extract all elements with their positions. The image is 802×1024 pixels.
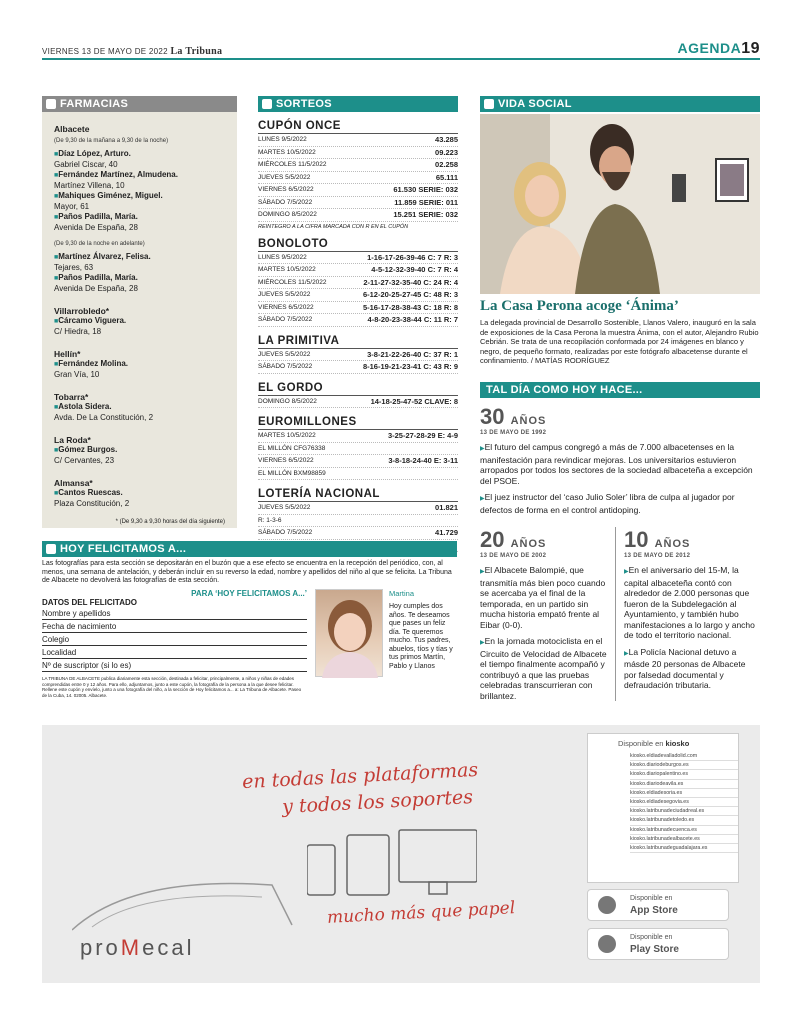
form-subtitle: DATOS DEL FELICITADO xyxy=(42,598,137,607)
kiosko-site-link[interactable]: kiosko.latribunadeguadalajara.es xyxy=(630,844,738,853)
draw-result: 61.530 SERIE: 032 xyxy=(393,185,458,194)
schedule-note: (De 9,30 de la mañana a 9,30 de la noche) xyxy=(54,138,169,144)
game-title: LOTERÍA NACIONAL xyxy=(258,488,458,502)
camera-icon xyxy=(484,99,494,109)
draw-date: JUEVES 5/5/2022 xyxy=(258,350,311,358)
section-title: AGENDA19 xyxy=(677,40,760,57)
date-2002: 13 DE MAYO DE 2002 xyxy=(480,553,547,559)
kiosko-site-link[interactable]: kiosko.latribunadeciudadreal.es xyxy=(630,807,738,816)
draw-date: SÁBADO 7/5/2022 xyxy=(258,316,313,323)
draw-result: 3-25-27-28-29 E: 4-9 xyxy=(387,431,458,440)
date-1992: 13 DE MAYO DE 1992 xyxy=(480,430,547,436)
felicitamos-intro: Las fotografías para esta sección se depositarán en el buzón que a ese efecto se encuentra en la recepción del periódico, con, al menos, una semana de antelación, y deberán incluir en su reverso la edad, nombre y apellidos del niño al que se felicita. La Tribuna de Albacete no devolverá las fotografías de esta sección. xyxy=(42,560,452,584)
draw-note: REINTEGRO A LA CIFRA MARCADA CON R EN EL CUPÓN xyxy=(258,223,409,230)
app-store-label-2: App Store xyxy=(630,905,678,916)
years-ago-10: 10 AÑOS xyxy=(624,527,691,552)
promecal-ad xyxy=(42,725,760,983)
kiosko-site-link[interactable]: kiosko.eldiadesoria.es xyxy=(630,789,738,798)
child-message: Hoy cumples dos años. Te deseamos que pases un feliz día. Te queremos mucho. Tus padres, abuelos, tíos y tías y tus primos Martín, Pablo y Llanos xyxy=(389,603,453,670)
history-item: ▶ La Policía Nacional detuvo a másde 20 personas de Albacete por falsedad documental y defraudación tributaria. xyxy=(624,647,760,691)
ad-slogan-3: mucho más que papel xyxy=(326,898,516,928)
sorteos-box xyxy=(258,96,458,552)
building-logo xyxy=(72,865,302,935)
draw-date: VIERNES 6/5/2022 xyxy=(258,186,314,193)
kiosko-site-link[interactable]: kiosko.diariopalentino.es xyxy=(630,770,738,779)
years-ago-10-column xyxy=(624,527,760,701)
cake-icon xyxy=(46,544,56,554)
draw-row xyxy=(258,430,458,443)
draw-result: 5-16-17-28-38-43 C: 18 R: 8 xyxy=(362,302,458,312)
vida-social-header: VIDA SOCIAL xyxy=(480,96,760,112)
form-field[interactable]: Colegio xyxy=(42,633,307,646)
ad-slogan-2: y todos los soportes xyxy=(281,786,474,818)
draw-date: DOMINGO 8/5/2022 xyxy=(258,397,317,405)
header-date: VIERNES 13 DE MAYO DE 2022 La Tribuna xyxy=(42,46,223,57)
game-title: BONOLOTO xyxy=(258,238,458,252)
draw-date: MARTES 10/5/2022 xyxy=(258,432,316,439)
draw-row xyxy=(258,197,458,210)
draw-date: MIÉRCOLES 11/5/2022 xyxy=(258,278,327,286)
draw-row xyxy=(258,264,458,277)
kiosko-site-link[interactable]: kiosko.diariodeburgos.es xyxy=(630,761,738,770)
city-name: Villarrobledo* xyxy=(54,306,110,316)
draw-row xyxy=(258,147,458,160)
draw-row xyxy=(258,184,458,197)
date-2012: 13 DE MAYO DE 2012 xyxy=(624,553,691,559)
pharmacy-name: ■ Astola Sidera. xyxy=(54,402,229,413)
draw-row xyxy=(258,349,458,362)
cross-icon xyxy=(46,99,56,109)
kiosko-site-link[interactable]: kiosko.eldiadesegovia.es xyxy=(630,798,738,807)
city-name: Hellín* xyxy=(54,349,81,359)
pharmacy-name: ■ Paños Padilla, María. xyxy=(54,212,229,223)
felicitamos-header: HOY FELICITAMOS A... xyxy=(42,541,457,557)
child-name: Martina xyxy=(389,589,415,598)
draw-date: MIÉRCOLES 11/5/2022 xyxy=(258,161,327,168)
apple-icon xyxy=(598,896,616,914)
draw-result: 3-8-21-22-26-40 C: 37 R: 1 xyxy=(367,349,458,359)
kiosko-site-link[interactable]: kiosko.latribunadetoledo.es xyxy=(630,816,738,825)
game-title: CUPÓN ONCE xyxy=(258,120,458,134)
photo-caption: La delegada provincial de Desarrollo Sostenible, Llanos Valero, inauguró en la sala de exposiciones de la Casa Perona la muestra Ánima, con el autor, Alejandro Rubio Cebrián. Se trata de una recopilación conformada por 24 imágenes en blanco y negro, de pequeño formato, realizadas por este fotógrafo albacetense durante el confinamiento. / MATÍAS RODRÍGUEZ xyxy=(480,318,759,365)
play-store-label-1: Disponible en xyxy=(630,934,673,941)
pharmacy-address: Avda. De La Constitución, 2 xyxy=(54,413,154,422)
draw-date: MARTES 10/5/2022 xyxy=(258,148,316,156)
sorteos-header: SORTEOS xyxy=(258,96,458,112)
draw-row xyxy=(258,277,458,290)
ticket-icon xyxy=(262,99,272,109)
pharmacy-address: Avenida De España, 28 xyxy=(54,223,138,232)
child-photo xyxy=(315,589,383,677)
form-field[interactable]: Nº de suscriptor (si lo es) xyxy=(42,659,307,672)
history-item: ▶ El Albacete Balompié, que transmitía más bien poco cuando se acercaba ya el final de la temporada, en un partido sin mucha historia empató frente al Eibar (0-0). xyxy=(480,565,609,630)
draw-row xyxy=(258,289,458,302)
devices-icon xyxy=(307,825,477,905)
draw-date: DOMINGO 8/5/2022 xyxy=(258,211,317,218)
pharmacy-name: ■ Paños Padilla, María. xyxy=(54,273,229,284)
kiosko-site-link[interactable]: kiosko.latribunadecuenca.es xyxy=(630,826,738,835)
draw-row xyxy=(258,443,458,456)
draw-result: 11.859 SERIE: 011 xyxy=(394,197,458,207)
draw-result: 41.729 xyxy=(435,528,458,537)
pharmacy-name: ■ Gómez Burgos. xyxy=(54,445,229,456)
tal-dia-box xyxy=(480,382,760,701)
draw-row xyxy=(258,159,458,172)
draw-date: JUEVES 5/5/2022 xyxy=(258,504,311,511)
draw-row xyxy=(258,172,458,185)
pharmacy-name: ■ Fernández Molina. xyxy=(54,359,229,370)
pharmacy-name: ■ Cantos Ruescas. xyxy=(54,488,229,499)
years-ago-20: 20 AÑOS xyxy=(480,527,547,552)
draw-result: 15.251 SERIE: 032 xyxy=(393,210,458,219)
tal-dia-header: TAL DÍA COMO HOY HACE... xyxy=(480,382,760,398)
draw-row xyxy=(258,209,458,222)
history-item: ▶ El juez instructor del ‘caso Julio Soler’ libra de culpa al jugador por defectos de forma en el control antidoping. xyxy=(480,492,760,515)
felicitamos-box xyxy=(42,541,457,711)
pharmacy-name: ■ Díaz López, Arturo. xyxy=(54,149,229,160)
game-title: EL GORDO xyxy=(258,382,458,396)
android-icon xyxy=(598,935,616,953)
draw-row xyxy=(258,455,458,468)
pharmacy-address: Mayor, 61 xyxy=(54,202,90,211)
pharmacy-address: Avenida De España, 28 xyxy=(54,284,138,293)
years-ago-30: 30 AÑOS xyxy=(480,404,547,429)
draw-result: 09.223 xyxy=(435,147,458,157)
draw-date: SÁBADO 7/5/2022 xyxy=(258,529,313,536)
draw-result: 1-16-17-26-39-46 C: 7 R: 3 xyxy=(367,252,458,262)
draw-row xyxy=(258,502,458,515)
pharmacy-name: ■ Martínez Álvarez, Felisa. xyxy=(54,252,229,263)
kiosko-panel xyxy=(587,733,739,883)
draw-result: 43.285 xyxy=(435,135,458,144)
draw-row xyxy=(258,252,458,265)
farmacias-header: FARMACIAS xyxy=(42,96,237,112)
draw-result: 02.258 xyxy=(435,160,458,169)
play-store-label-2: Play Store xyxy=(630,944,679,955)
draw-row xyxy=(258,527,458,540)
form-legal: LA TRIBUNA DE ALBACETE publica diariamente esta sección, destinada a felicitar, principalmente, a niños y niñas de edades comprendidas entre 0 y 12 años. Para ello, adjuntamos, junto a este cupón, la fotografía de la persona a la que desee felicitar. Rellene este cupón y envíelo, junto a una fotografía del niño, a la sección de Hoy felicitamos a... a: La Tribuna de Albacete. Paseo de la Cuba, 14. 02005. Albacete. xyxy=(42,676,302,698)
kiosko-site-link[interactable]: kiosko.diariodeavila.es xyxy=(630,780,738,789)
draw-date: EL MILLÓN CFG76338 xyxy=(258,444,326,452)
draw-date: MARTES 10/5/2022 xyxy=(258,266,316,273)
draw-result: 14-18-25-47-52 CLAVE: 8 xyxy=(370,396,458,406)
pharmacy-name: ■ Mahiques Giménez, Miguel. xyxy=(54,191,229,202)
farmacias-box xyxy=(42,96,237,528)
history-item: ▶ En el aniversario del 15-M, la capital albaceteña contó con alrededor de 2.000 personas que fueron de la Subdelegación al Ayuntamiento, y también hubo manifestaciones a lo largo y ancho de todo el territorio nacional. xyxy=(624,565,760,641)
draw-row xyxy=(258,314,458,327)
history-item: ▶ En la jornada motociclista en el Circuito de Velocidad de Albacete el tiempo finalmente acompañó y contribuyó a que las pruebas celebradas transcurrieran con brillantez. xyxy=(480,636,609,701)
app-store-label-1: Disponible en xyxy=(630,895,673,902)
pharmacy-name: ■ Fernández Martínez, Almudena. xyxy=(54,170,229,181)
draw-date: SÁBADO 7/5/2022 xyxy=(258,198,313,206)
form-field[interactable]: Localidad xyxy=(42,646,307,659)
paper-name: La Tribuna xyxy=(170,46,223,57)
game-title: LA PRIMITIVA xyxy=(258,335,458,349)
draw-row xyxy=(258,302,458,315)
felicitamos-form xyxy=(42,589,307,698)
kiosko-site-link[interactable]: kiosko.latribunadealbacete.es xyxy=(630,835,738,844)
pharmacy-address: C/ Cervantes, 23 xyxy=(54,456,115,465)
form-title: PARA ‘HOY FELICITAMOS A...’ xyxy=(191,589,307,598)
draw-date: VIERNES 6/5/2022 xyxy=(258,457,314,464)
draw-row xyxy=(258,468,458,481)
draw-result: 8-16-19-21-23-41 C: 43 R: 9 xyxy=(362,362,458,371)
city-name: Albacete xyxy=(54,124,90,134)
draw-result: 3-8-18-24-40 E: 3-11 xyxy=(388,456,458,465)
draw-result: 6-12-20-25-27-45 C: 48 R: 3 xyxy=(362,290,458,299)
kiosko-site-link[interactable]: kiosko.eldiadevalladolid.com xyxy=(630,752,738,761)
draw-date: VIERNES 6/5/2022 xyxy=(258,303,314,311)
app-store-badge[interactable] xyxy=(587,889,729,921)
draw-date: JUEVES 5/5/2022 xyxy=(258,291,311,298)
city-name: Almansa* xyxy=(54,478,93,488)
draw-result: 01.821 xyxy=(435,503,458,512)
farmacias-list xyxy=(42,112,237,527)
draw-date: LUNES 9/5/2022 xyxy=(258,136,307,143)
photo-illustration xyxy=(480,114,760,294)
draw-row xyxy=(258,515,458,528)
pharmacy-address: Gabriel Ciscar, 40 xyxy=(54,160,118,169)
draw-row xyxy=(258,134,458,147)
years-ago-20-column xyxy=(480,527,616,701)
pharmacy-name: ■ Cárcamo Viguera. xyxy=(54,316,229,327)
pharmacy-address: Gran Vía, 10 xyxy=(54,370,100,379)
draw-date: R: 1-3-6 xyxy=(258,516,282,524)
photo-headline: La Casa Perona acoge ‘Ánima’ xyxy=(480,298,679,314)
draw-result: 4-8-20-23-38-44 C: 11 R: 7 xyxy=(367,315,458,324)
child-illustration xyxy=(316,590,384,678)
header-rule xyxy=(42,58,760,60)
pharmacy-address: Martínez Villena, 10 xyxy=(54,181,125,190)
pharmacy-address: Tejares, 63 xyxy=(54,263,94,272)
event-photo xyxy=(480,114,760,294)
schedule-note: (De 9,30 de la noche en adelante) xyxy=(54,241,145,247)
draw-row xyxy=(258,396,458,409)
promecal-logo: proMecal xyxy=(80,935,195,960)
form-field[interactable]: Nombre y apellidos xyxy=(42,607,307,620)
history-item: ▶ El futuro del campus congregó a más de 7.000 albacetenses en la manifestación para revindicar mejoras. Los universitarios estuvieron arropados por todos los sectores de la sociedad albaceteña a excepción del PSOE. xyxy=(480,442,760,486)
draw-date: JUEVES 5/5/2022 xyxy=(258,173,311,181)
kiosko-sites xyxy=(588,748,738,853)
pharmacy-address: Plaza Constitución, 2 xyxy=(54,499,130,508)
draw-result: 4-5-12-32-39-40 C: 7 R: 4 xyxy=(371,265,458,274)
kiosko-title: Disponible en kiosko xyxy=(618,739,690,748)
draw-date: LUNES 9/5/2022 xyxy=(258,253,307,261)
draw-row xyxy=(258,361,458,374)
pharmacy-address: C/ Hiedra, 18 xyxy=(54,327,102,336)
draw-result: 2-11-27-32-35-40 C: 24 R: 4 xyxy=(363,277,458,287)
ad-slogan-1: en todas las plataformas xyxy=(241,758,479,794)
city-name: La Roda* xyxy=(54,435,91,445)
play-store-badge[interactable] xyxy=(587,928,729,960)
form-field[interactable]: Fecha de nacimiento xyxy=(42,620,307,633)
draw-date: SÁBADO 7/5/2022 xyxy=(258,363,313,370)
page-number: 19 xyxy=(741,40,760,57)
footnote: * (De 9,30 a 9,30 horas del día siguiente) xyxy=(115,519,225,525)
draw-result: 65.111 xyxy=(435,172,458,182)
city-name: Tobarra* xyxy=(54,392,89,402)
vida-social xyxy=(480,96,760,366)
draw-date: EL MILLÓN BXM98859 xyxy=(258,469,326,477)
game-title: EUROMILLONES xyxy=(258,416,458,430)
